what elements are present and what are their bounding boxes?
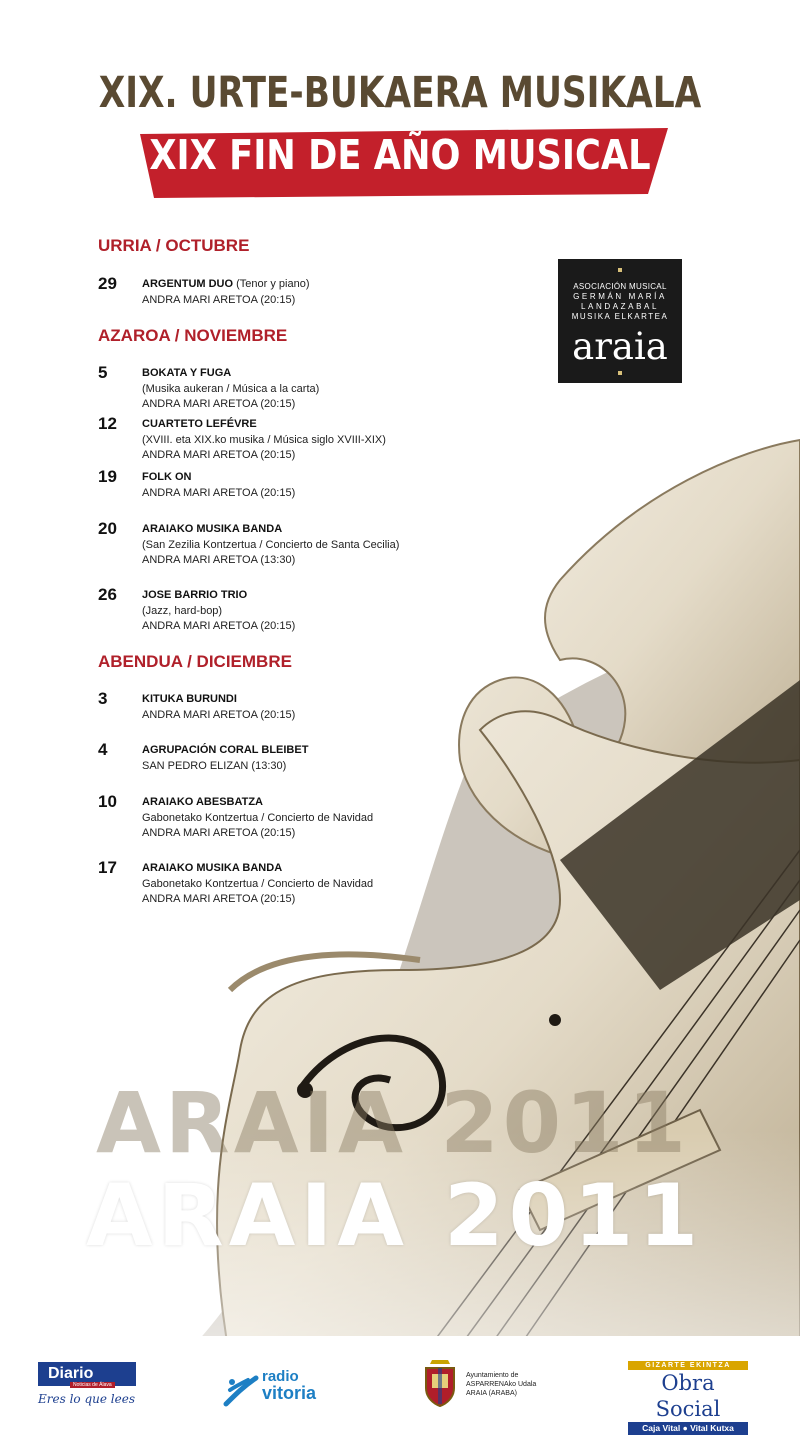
- event-name: ARAIAKO MUSIKA BANDA: [142, 862, 283, 874]
- coat-of-arms-icon: [420, 1358, 460, 1408]
- logo-line-4: MUSIKA ELKARTEA: [571, 312, 669, 321]
- event-desc: Gabonetako Kontzertua / Concierto de Navidad: [142, 877, 374, 890]
- event-info: [142, 861, 373, 908]
- araia-logo: [558, 259, 682, 383]
- radio-line-2: vitoria: [262, 1383, 317, 1403]
- event-day: 29: [98, 274, 117, 293]
- event-info: [142, 522, 399, 569]
- event-place: ANDRA MARI ARETOA (20:15): [142, 620, 296, 632]
- event-info: [142, 470, 295, 501]
- event-place: SAN PEDRO ELIZAN (13:30): [142, 759, 287, 772]
- diario-tagline: Eres lo que lees: [38, 1392, 135, 1406]
- event-name: ARAIAKO MUSIKA BANDA: [142, 523, 283, 535]
- event-info: [142, 417, 386, 464]
- event-place: ANDRA MARI ARETOA (13:30): [142, 554, 296, 566]
- event-day: 17: [98, 858, 117, 877]
- event-info: [142, 692, 295, 723]
- event-name: CUARTETO LEFÉVRE: [142, 418, 257, 430]
- logo-line-2: GERMÁN MARÍA: [573, 292, 667, 301]
- event-place: ANDRA MARI ARETOA (20:15): [142, 708, 296, 721]
- event-day: 10: [98, 792, 117, 811]
- logo-dot-icon: [618, 268, 622, 272]
- obra-top: GIZARTE EKINTZA: [628, 1361, 748, 1370]
- event-info: [142, 277, 310, 308]
- logo-line-3: LANDAZABAL: [580, 302, 660, 311]
- event-name: KITUKA BURUNDI: [142, 693, 237, 705]
- logo-line-1: ASOCIACIÓN MUSICAL: [573, 282, 667, 291]
- month-heading-october: URRIA / OCTUBRE: [98, 236, 250, 255]
- radio-line-1: radio: [262, 1368, 299, 1385]
- logo-dot-icon: [618, 371, 622, 375]
- event-day: 4: [98, 740, 108, 759]
- event-place: ANDRA MARI ARETOA (20:15): [142, 827, 296, 839]
- event-desc: (San Zezilia Kontzertua / Concierto de Santa Cecilia): [142, 538, 400, 551]
- diario-sub: Noticias de Álava: [70, 1382, 115, 1388]
- diario-name: Diario: [48, 1365, 94, 1382]
- big-title-shadow: ARAIA 2011: [96, 1074, 690, 1172]
- event-name: ARAIAKO ABESBATZA: [142, 796, 263, 808]
- obra-main: Obra Social: [655, 1371, 721, 1421]
- event-desc: (Jazz, hard-bop): [142, 604, 223, 617]
- big-title: ARAIA 2011: [86, 1166, 704, 1266]
- ayto-line-1: Ayuntamiento de: [466, 1372, 519, 1379]
- event-desc: Gabonetako Kontzertua / Concierto de Navidad: [142, 811, 374, 824]
- event-name: ARGENTUM DUO: [142, 278, 234, 290]
- title-spanish: XIX FIN DE AÑO MUSICAL: [149, 131, 651, 179]
- event-info: [142, 366, 319, 413]
- event-day: 12: [98, 414, 117, 433]
- event-day: 3: [98, 689, 108, 708]
- event-desc: (Musika aukeran / Música a la carta): [142, 382, 320, 395]
- event-place: ANDRA MARI ARETOA (20:15): [142, 486, 296, 499]
- event-place: ANDRA MARI ARETOA (20:15): [142, 449, 296, 461]
- sponsor-obra-social: [628, 1361, 748, 1435]
- ayto-line-2: ASPARRENAko Udala: [466, 1381, 537, 1388]
- event-day: 20: [98, 519, 117, 538]
- radio-wave-icon: [222, 1370, 260, 1410]
- event-day: 19: [98, 467, 117, 486]
- event-info: [142, 743, 308, 774]
- event-extra: (Tenor y piano): [236, 278, 310, 290]
- title-basque: XIX. URTE-BUKAERA MUSIKALA: [98, 68, 702, 118]
- event-name: FOLK ON: [142, 471, 192, 483]
- event-info: [142, 588, 295, 635]
- event-name: AGRUPACIÓN CORAL BLEIBET: [142, 744, 309, 756]
- month-heading-december: ABENDUA / DICIEMBRE: [98, 652, 292, 671]
- event-place: ANDRA MARI ARETOA (20:15): [142, 398, 296, 410]
- event-name: BOKATA Y FUGA: [142, 367, 232, 379]
- event-info: [142, 795, 373, 842]
- event-place: ANDRA MARI ARETOA (20:15): [142, 293, 296, 306]
- event-day: 26: [98, 585, 117, 604]
- ayto-line-3: ARAIA (ARABA): [466, 1390, 517, 1397]
- sponsor-ayuntamiento: [420, 1358, 560, 1408]
- sponsor-diario: [38, 1362, 136, 1406]
- event-day: 5: [98, 363, 108, 382]
- obra-bottom: Caja Vital ● Vital Kutxa: [628, 1422, 748, 1435]
- event-place: ANDRA MARI ARETOA (20:15): [142, 893, 296, 905]
- month-heading-november: AZAROA / NOVIEMBRE: [98, 326, 288, 345]
- event-name: JOSE BARRIO TRIO: [142, 589, 248, 601]
- sponsor-radio-vitoria: [222, 1368, 352, 1412]
- logo-brand: araia: [572, 325, 668, 368]
- ayto-text: [466, 1371, 536, 1398]
- event-desc: (XVIII. eta XIX.ko musika / Música siglo XVIII-XIX): [142, 433, 386, 446]
